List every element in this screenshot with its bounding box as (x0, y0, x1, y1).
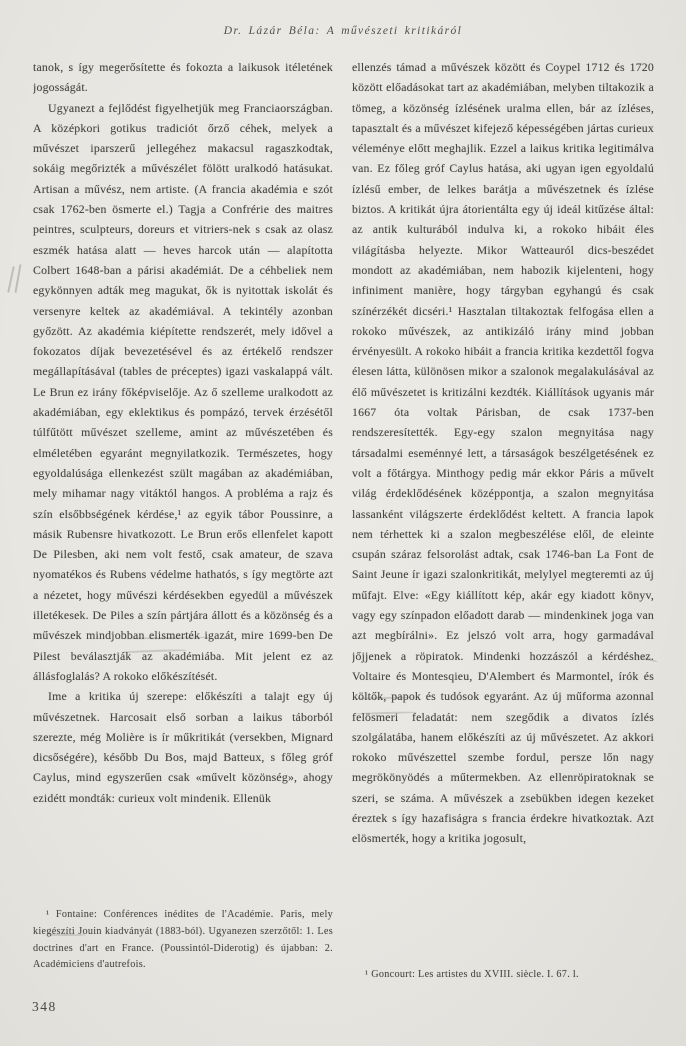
page-number: 348 (32, 999, 57, 1014)
pencil-tick-icon (14, 264, 21, 293)
paragraph: Ugyanezt a fejlődést figyelhetjük meg Franciaországban. A középkori gotikus tradiciót őrző céhek, melyek a művészet iparszerű jellegéhez makacsul ragaszkodtak, sokáig megőrizték a művészélet fölött uralkodó hatásukat. Artisan a művész, nem artiste. (A francia akadémia e szót csak 1762-ben ösmerte el.) Tagja a Confrérie des maitres peintres, sculpteurs, doreurs et vitriers-nek s csak az olasz eszmék hatása alatt — heves harcok után — alapította Colbert 1648-ban a párisi akadémiát. De a céhbeliek nem egykönnyen adták meg magukat, ők is nyitottak iskolát és versenyre keltek az akadémiával. A tekintély azonban győzött. Az akadémia kiépítette rendszerét, mely idővel a fokozatos díjak bevezetésével és az értékelő rendszer megállapításával (tables de préceptes) igazi vaskalappá vált. Le Brun ez irány főképviselője. Az ő szelleme uralkodott az akadémiában, egy eklektikus és pompázó, tervek érzésétől túlfűtött művészet szelleme, amint az művészetében és elméletében egyaránt megnyilatkozik. Természetes, hogy egyoldalúsága ellenkezést szült magában az akadémiában, mely mihamar nagy vitáktól hangos. A probléma a rajz és szín elsőbbségének kérdése,¹ az egyik tábor Poussinre, a másik Rubensre hivatkozott. Le Brun erős ellenfelet kapott De Pilesben, aki nem volt festő, csak amateur, de szava nyomatékos és Rubens védelme hathatós, s így megtörte azt a nézetet, hogy művészi kérdésekben egyedül a művészek illetékesek. De Piles a szín pártjára állott és a közönség és a művészek mindjobban elismerték igazát, mire 1699-ben De Pilest beválasztják az akadémiába. Mit jelent ez az állásfoglalás? A rokoko előkészítését. (33, 100, 333, 683)
right-text-column (352, 57, 654, 963)
pencil-tick-icon (7, 266, 15, 293)
paragraph-continuation: ellenzés támad a művészek között és Coypel 1712 és 1720 között előadásokat tart az akadémiában, melyben tiltakozik a tömeg, a közönség ízlésének uralma ellen, bár az ízléses, tapasztalt és a művészet kifejező képességében jártas curieux véleménye előtt meghajlik. Ezzel a laikus kritika legitimálva van. Ez főleg gróf Caylus hatása, aki ugyan igen egyoldalú ízlésű ember, de lelkes barátja a művészetnek és ízlése biztos. A kritikát újra átorientálta egy új ideál kitűzése által: az antik kulturából indulva ki, a rokoko hibáit éles világításba helyezte. Mikor Watteauról dics-beszédet mondott az akadémiában, nem habozik kijelenteni, hogy infiniment manière, hogy tárgyban egyhangú és csak színérzékét dicséri.¹ Hasztalan tiltakoztak felfogása ellen a rokoko művészek, az antikizáló irány mind jobban érvényesült. A rokoko hibáit a francia kritika kezdettől fogva élesen látta, különösen mikor a szalonok megalakulásával az élő művészetet is kritizálni kezdték. Kiállítások ugyanis már 1667 óta voltak Párisban, de csak 1737-ben rendszeresítették. Egy-egy szalon megnyitása nagy társadalmi eseménnyé lett, a társaságok beszélgetésének ez volt a főtárgya. Minthogy pedig már ekkor Páris a művelt világ érdeklődésének középpontja, a szalon megnyitása lassanként világszerte érdeklődést keltett. A francia lapok nem térhettek ki a szalon megbeszélése elől, de eleinte csupán száraz felsorolást adtak, csak 1746-ban La Font de Saint Jeune ír igazi szalonkritikát, melylyel megteremti az új műfajt. Elve: «Egy kiállított kép, akár egy kiadott könyv, vagy egy színpadon előadott darab — mindenkinek joga van azt megbírálni». Ez jelszó volt arra, hogy garmadával jőjjenek a röpiratok. Mindenki hozzászól a kérdéshez. Voltaire és Montesqieu, D'Alembert és Marmontel, írók és költők, papok és tudósok egyaránt. Az új műforma azonnal felösmeri feladatát: nem szegődik a divatos ízlés szolgálatába, hanem előkészíti az új művészetet. Az akkori rokoko művészettel szembe fordul, persze lőn nagy megrökönyödés a műtermekben. Az ellenröpiratoknak se szeri, se száma. A művészek a zsebükben idegen kezeket éreztek s így hazafiságra s francia érdekre hivatkoztak. Azt elösmerték, hogy a kritika jogosult, (352, 60, 654, 846)
footnote-text: ¹ Fontaine: Conférences inédites de l'Académie. Paris, mely kiegészíti Jouin kiadványát (1883-ból). Ugyanezen szerzőtől: 1. Les doctrines d'art en France. (Poussintól-Diderotig) és újabban: 2. Académiciens d'autrefois. (33, 909, 333, 971)
left-text-column (33, 57, 333, 907)
left-footnote (33, 907, 333, 974)
right-footnote (352, 967, 654, 984)
footnote-text: ¹ Goncourt: Les artistes du XVIII. siècle. I. 67. l. (365, 969, 579, 980)
running-header: Dr. Lázár Béla: A művészeti kritikáról (223, 25, 463, 37)
paragraph-continuation: tanok, s így megerősítette és fokozta a laikusok itéletének jogosságát. (33, 60, 333, 95)
paragraph: Ime a kritika új szerepe: előkészíti a talajt egy új művészetnek. Harcosait első sorban a laikus táborból szerezte, még Molière is ír műkritikát (versekben, Mignard dicsőségére), később Du Bos, majd Batteux, s főleg gróf Caylus, mind egyszerűen csak «művelt közönség», ahogy ezidétt mondták: curieux volt mindenik. Ellenük (33, 689, 333, 805)
